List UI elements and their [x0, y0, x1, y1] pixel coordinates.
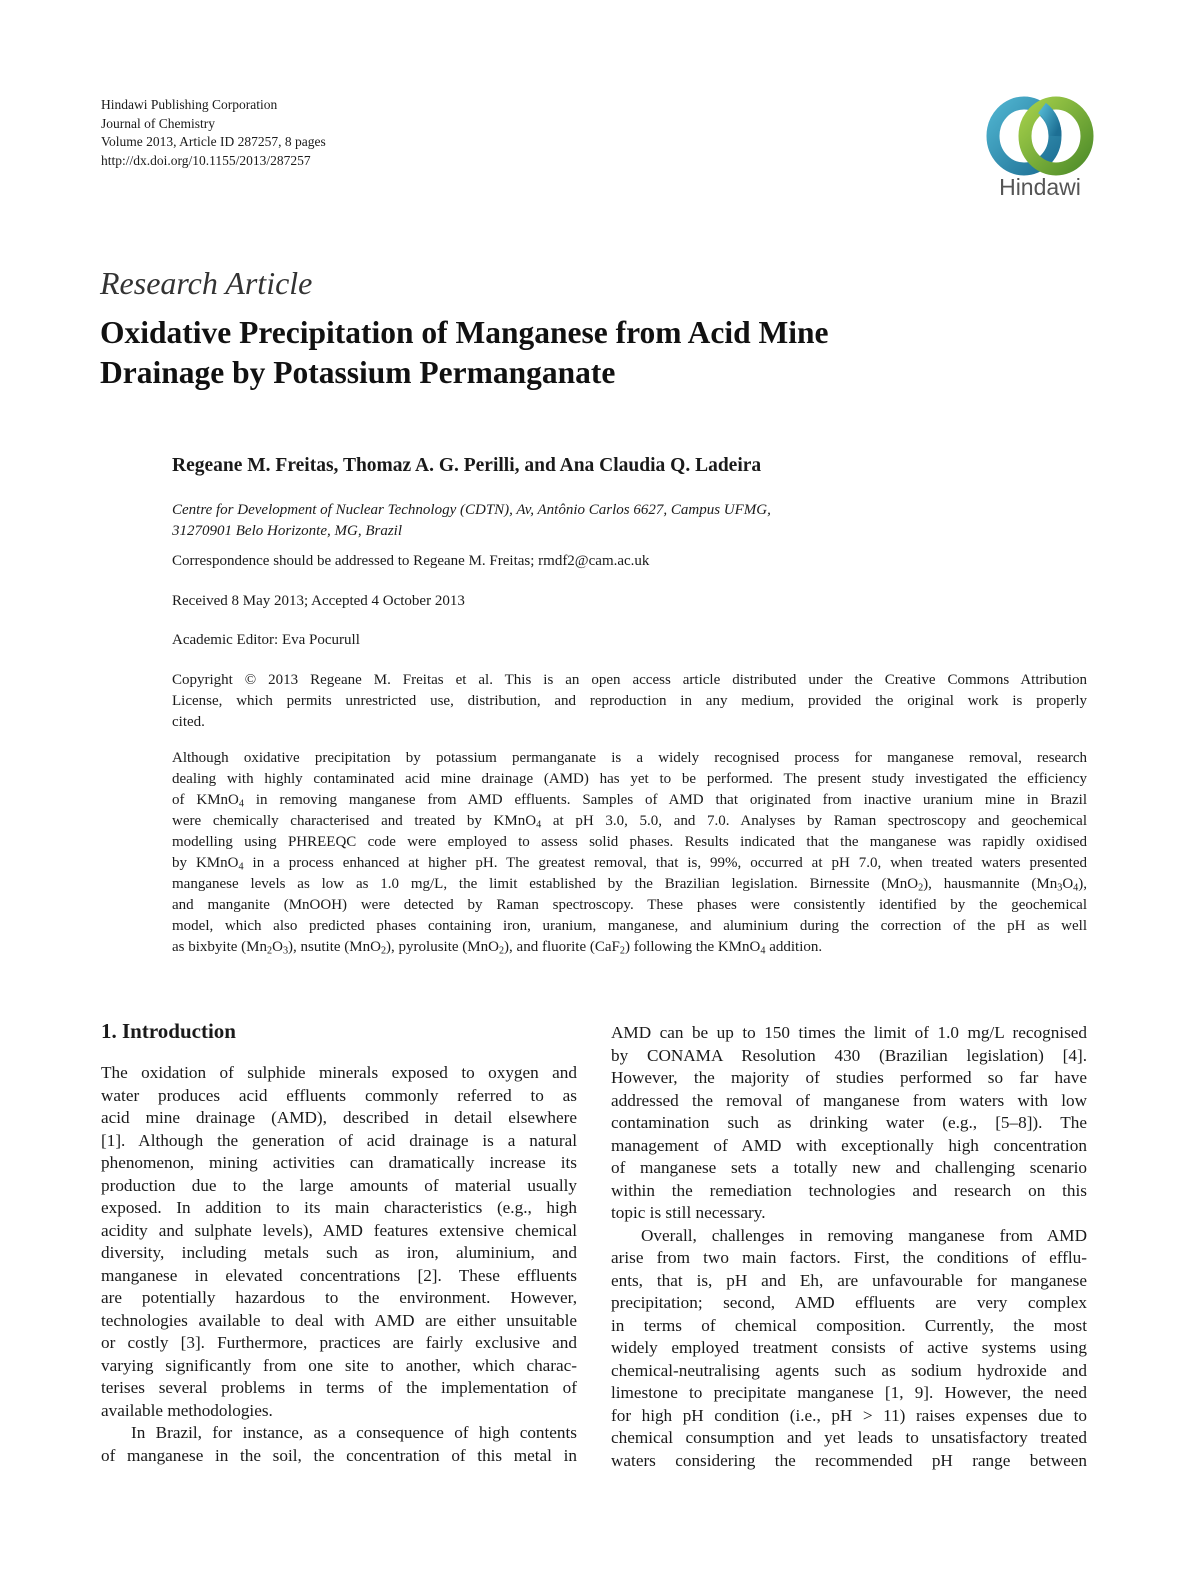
- doi-link[interactable]: http://dx.doi.org/10.1155/2013/287257: [101, 152, 311, 168]
- text-line: cited.: [172, 714, 205, 730]
- author-list: Regeane M. Freitas, Thomaz A. G. Perilli, and Ana Claudia Q. Ladeira: [172, 455, 762, 476]
- text-line: [1]. Although the generation of acid drainage is a natural: [101, 1130, 577, 1150]
- text-line: In Brazil, for instance, as a consequence of high contents: [131, 1423, 577, 1442]
- text-line: diversity, including metals such as iron, aluminium, and: [101, 1243, 577, 1262]
- hindawi-logo: [986, 96, 1094, 204]
- text-line: within the remediation technologies and research on this: [611, 1180, 1087, 1200]
- article-title: [100, 313, 1000, 393]
- text-line: acid mine drainage (AMD), described in detail elsewhere: [101, 1108, 577, 1127]
- text-line: chemical consumption and yet leads to unsatisfactory treated: [611, 1428, 1087, 1447]
- text-line: exposed. In addition to its main characteristics (e.g., high: [101, 1198, 577, 1217]
- text-line: of KMnO$_4$ in removing manganese from AMD effluents. Samples of AMD that originated from inactive uranium mine in Brazil: [172, 792, 1088, 810]
- volume-info: Volume 2013, Article ID 287257, 8 pages: [101, 134, 326, 149]
- paragraph: [611, 1225, 1087, 1473]
- text-line: dealing with highly contaminated acid mine drainage (AMD) has yet to be performed. The present study investigated the efficiency: [172, 771, 1087, 787]
- text-line: The oxidation of sulphide minerals exposed to oxygen and: [101, 1063, 577, 1082]
- article-type: Research Article: [100, 265, 313, 301]
- text-line: acidity and sulphate levels), AMD features extensive chemical: [101, 1220, 577, 1240]
- abstract: [172, 748, 1087, 958]
- text-line: Although oxidative precipitation by potassium permanganate is a widely recognised process for manganese removal, research: [172, 750, 1087, 766]
- right-column: [611, 1022, 1087, 1472]
- title-line: Oxidative Precipitation of Manganese from Acid Mine: [100, 315, 829, 350]
- text-line: available methodologies.: [101, 1400, 273, 1420]
- text-line: management of AMD with exceptionally high concentration: [611, 1135, 1087, 1155]
- text-line: of manganese sets a totally new and challenging scenario: [611, 1158, 1087, 1177]
- text-line: modelling using PHREEQC code were employed to assess solid phases. Results indicated that the manganese was rapidly oxidised: [172, 834, 1087, 850]
- journal-header: [101, 96, 326, 170]
- text-line: were chemically characterised and treated by KMnO$_4$ at pH 3.0, 5.0, and 7.0. Analyses by Raman spectroscopy and geochemical: [172, 813, 1087, 831]
- text-line: for high pH condition (i.e., pH > 11) raises expenses due to: [611, 1405, 1087, 1425]
- text-line: contamination such as drinking water (e.g., [5–8]). The: [611, 1113, 1087, 1132]
- text-line: Copyright © 2013 Regeane M. Freitas et al. This is an open access article distributed under the Creative Commons Attribution: [172, 672, 1087, 688]
- hindawi-logo-text: Hindawi: [999, 174, 1081, 200]
- text-line: AMD can be up to 150 times the limit of 1.0 mg/L recognised: [611, 1023, 1087, 1042]
- text-line: production due to the large amounts of material usually: [101, 1175, 577, 1195]
- affiliation-line: Centre for Development of Nuclear Technology (CDTN), Av, Antônio Carlos 6627, Campus UFMG,: [172, 502, 771, 518]
- text-line: terises several problems in terms of the implementation of: [101, 1378, 577, 1397]
- paragraph: [101, 1422, 577, 1467]
- text-line: and manganite (MnOOH) were detected by Raman spectroscopy. These phases were consistently identified by the geochemical: [172, 897, 1087, 913]
- text-line: manganese in elevated concentrations [2]. These effluents: [101, 1265, 577, 1285]
- text-line: water produces acid effluents commonly referred to as: [101, 1085, 577, 1105]
- text-line: as bixbyite $(Mn_2O_3)$, nsutite (MnO$_2$), pyrolusite (MnO$_2$), and fluorite (CaF$_2$) following the KMnO$_4$ addition.: [172, 939, 823, 957]
- correspondence: Correspondence should be addressed to Regeane M. Freitas; rmdf2@cam.ac.uk: [172, 553, 650, 569]
- text-line: arise from two main factors. First, the conditions of efflu-: [611, 1248, 1087, 1267]
- text-line: However, the majority of studies performed so far have: [611, 1068, 1087, 1087]
- text-line: ents, that is, pH and Eh, are unfavourable for manganese: [611, 1270, 1087, 1290]
- text-line: precipitation; second, AMD effluents are very complex: [611, 1293, 1087, 1312]
- hindawi-rings-icon: [986, 96, 1094, 176]
- text-line: or costly [3]. Furthermore, practices are fairly exclusive and: [101, 1333, 577, 1352]
- affiliation: [172, 500, 771, 542]
- text-line: phenomenon, mining activities can dramatically increase its: [101, 1153, 577, 1172]
- title-line: Drainage by Potassium Permanganate: [100, 355, 616, 390]
- text-line: are potentially hazardous to the environment. However,: [101, 1288, 577, 1307]
- text-line: widely employed treatment consists of active systems using: [611, 1338, 1087, 1357]
- paragraph: [611, 1022, 1087, 1225]
- academic-editor: Academic Editor: Eva Pocurull: [172, 632, 360, 648]
- section-heading-introduction: 1. Introduction: [101, 1019, 236, 1043]
- affiliation-line: 31270901 Belo Horizonte, MG, Brazil: [172, 523, 402, 539]
- paragraph: [101, 1062, 577, 1422]
- text-line: waters considering the recommended pH range between: [611, 1450, 1087, 1470]
- text-line: limestone to precipitate manganese [1, 9]. However, the need: [611, 1383, 1087, 1402]
- publisher-name: Hindawi Publishing Corporation: [101, 97, 278, 112]
- copyright-notice: [172, 670, 1087, 733]
- text-line: technologies available to deal with AMD are either unsuitable: [101, 1310, 577, 1330]
- text-line: addressed the removal of manganese from waters with low: [611, 1090, 1087, 1110]
- text-line: chemical-neutralising agents such as sodium hydroxide and: [611, 1360, 1087, 1380]
- left-column: [101, 1062, 577, 1467]
- text-line: License, which permits unrestricted use, distribution, and reproduction in any medium, provided the original work is properly: [172, 693, 1087, 709]
- text-line: by CONAMA Resolution 430 (Brazilian legislation) [4].: [611, 1045, 1087, 1065]
- text-line: Overall, challenges in removing manganese from AMD: [641, 1225, 1087, 1245]
- received-dates: Received 8 May 2013; Accepted 4 October 2013: [172, 593, 465, 609]
- text-line: of manganese in the soil, the concentration of this metal in: [101, 1445, 577, 1465]
- text-line: by KMnO$_4$ in a process enhanced at higher pH. The greatest removal, that is, 99%, occurred at pH 7.0, when treated waters presented: [172, 855, 1087, 873]
- text-line: manganese levels as low as 1.0 mg/L, the limit established by the Brazilian legislation. Birnessite (MnO$_2$), hausmannite $(Mn_3O_4)$,: [172, 876, 1088, 894]
- journal-name: Journal of Chemistry: [101, 115, 215, 131]
- text-line: varying significantly from one site to another, which charac-: [101, 1355, 577, 1375]
- text-line: model, which also predicted phases containing iron, uranium, manganese, and aluminium during the correction of the pH as well: [172, 918, 1087, 934]
- text-line: topic is still necessary.: [611, 1203, 766, 1222]
- text-line: in terms of chemical composition. Currently, the most: [611, 1315, 1087, 1335]
